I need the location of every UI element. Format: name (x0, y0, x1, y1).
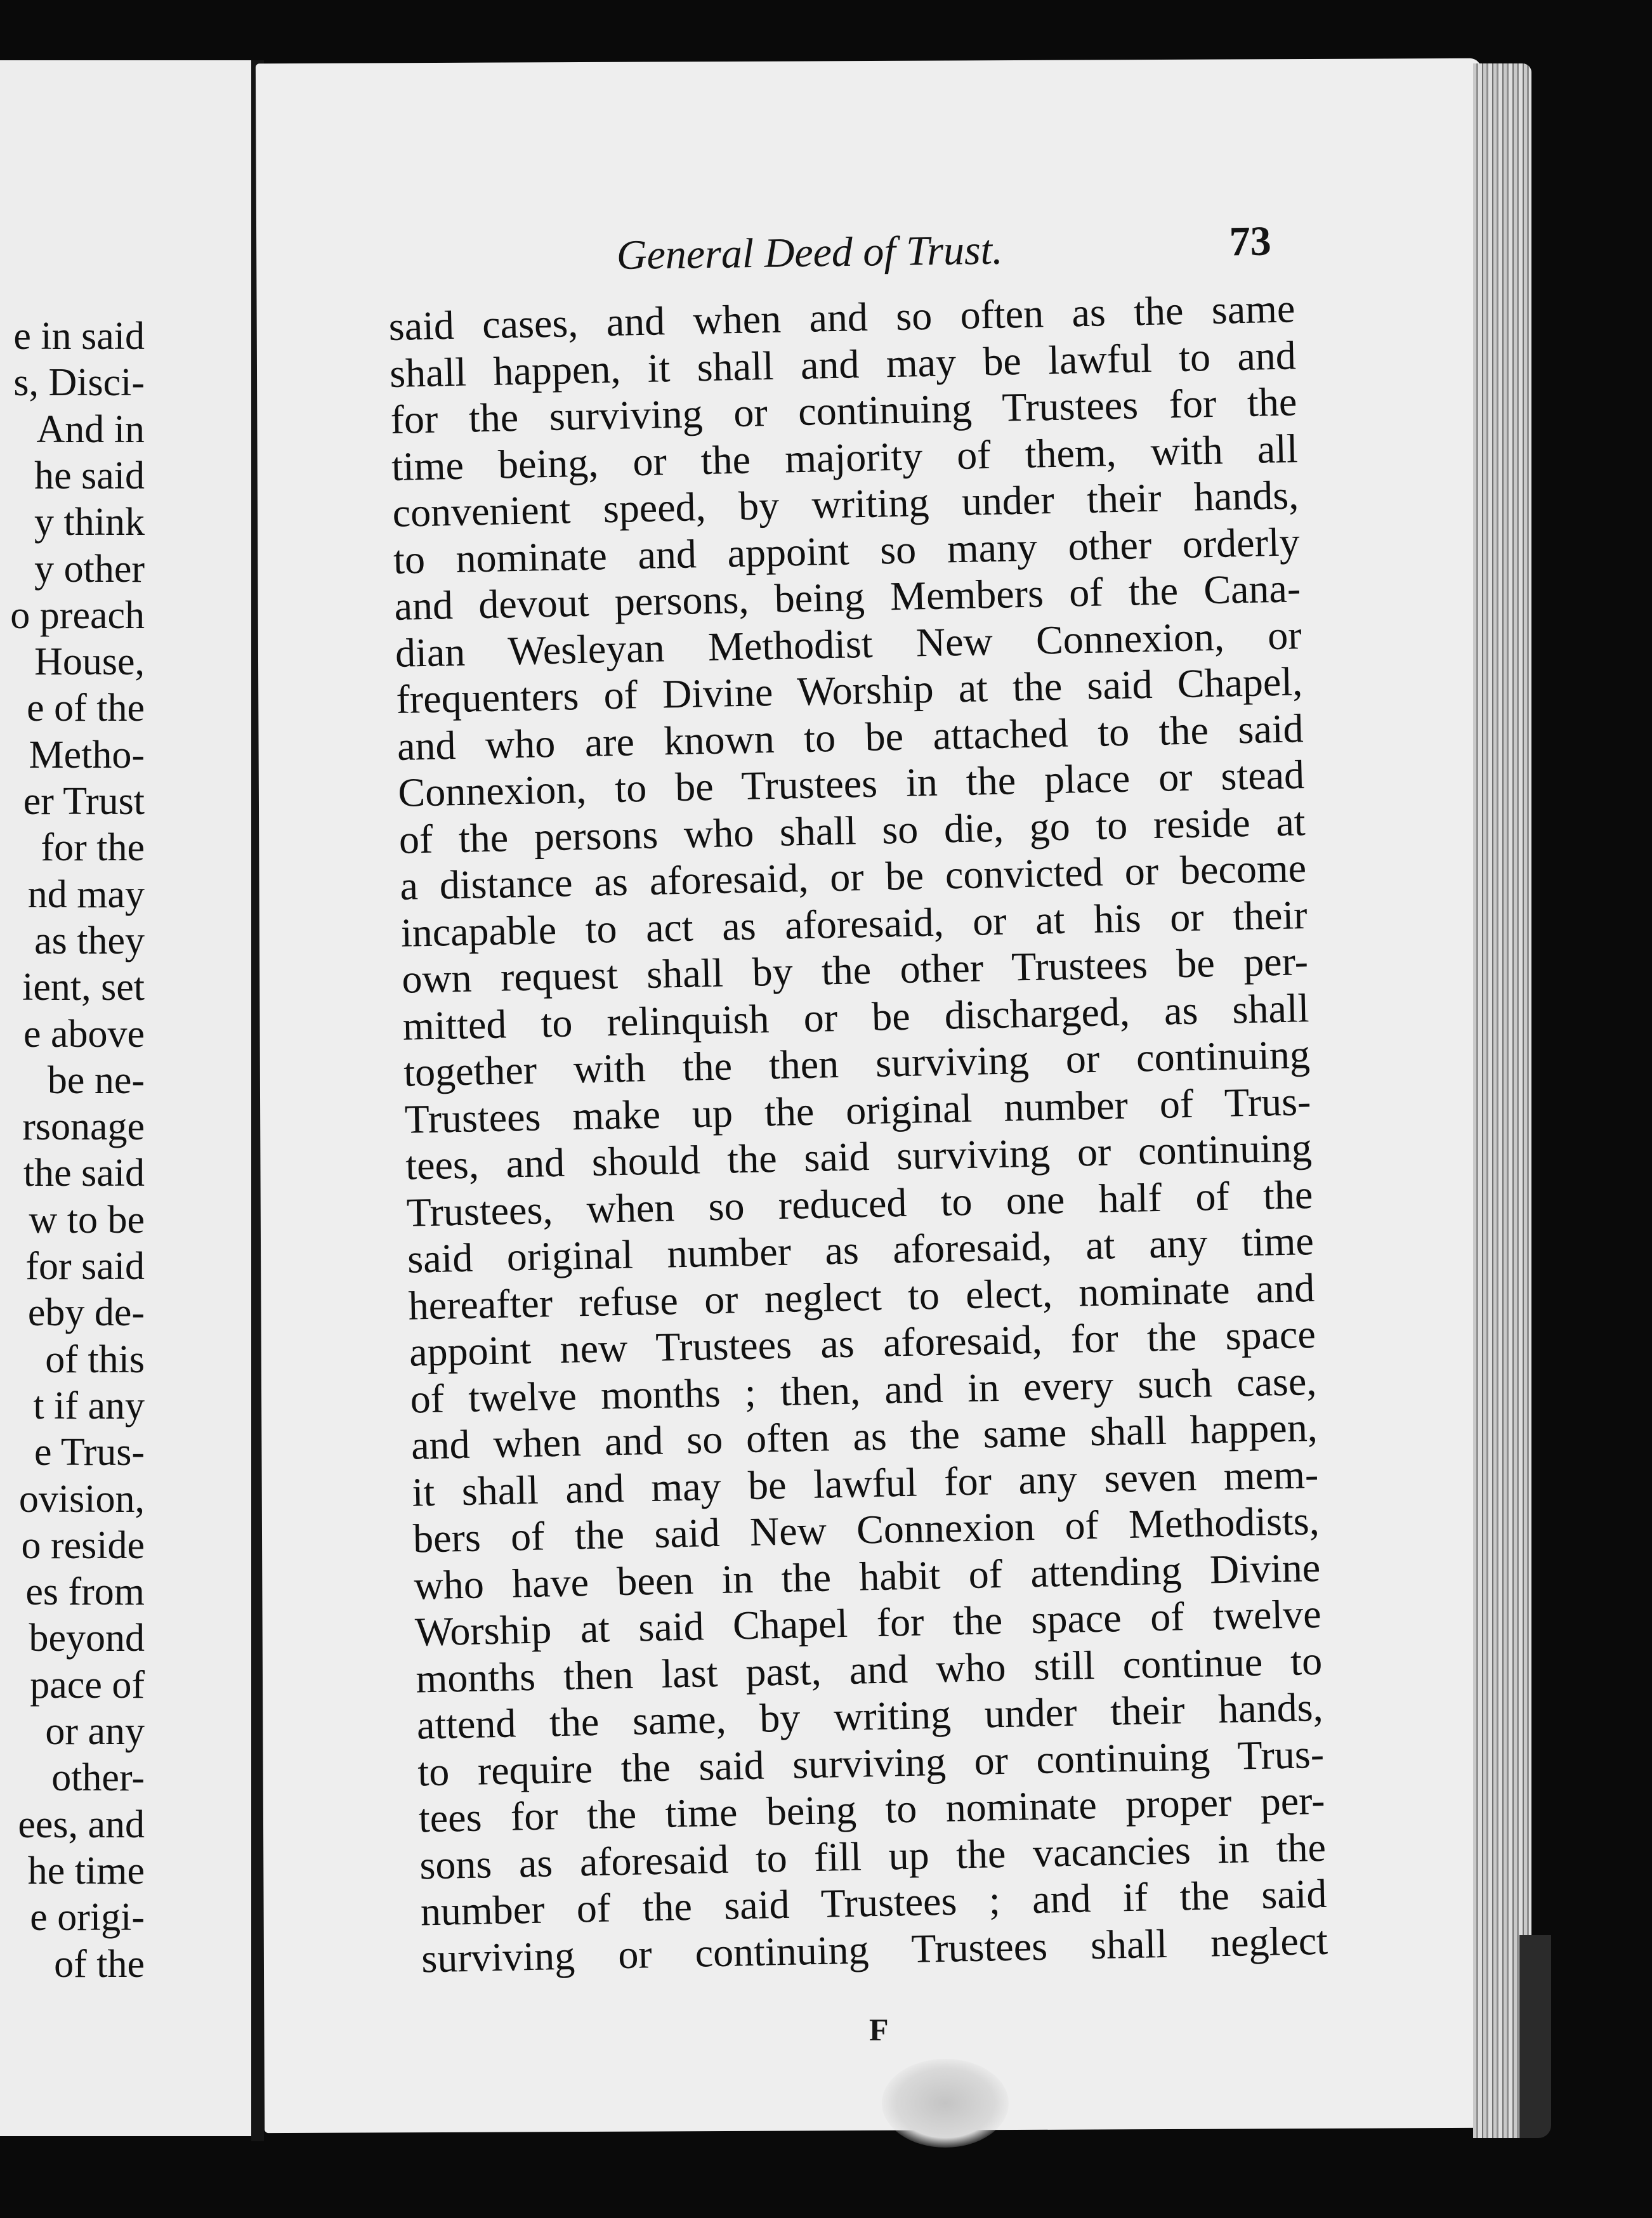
body-line: for the surviving or continuing Trustees for the (390, 379, 1297, 442)
left-page-line: for said (25, 1245, 145, 1288)
body-line: sons as aforesaid to fill up the vacancies in the (419, 1824, 1327, 1887)
body-line: dian Wesleyan Methodist New Connexion, or (395, 612, 1302, 676)
left-page-line: ovision, (18, 1477, 145, 1521)
left-page-line: ient, set (22, 966, 145, 1009)
body-line: tees, and should the said surviving or continuing (405, 1125, 1313, 1188)
left-page-line: w to be (29, 1198, 145, 1242)
left-page-line: o preach (10, 593, 145, 637)
body-line: shall happen, it shall and may be lawful to and (389, 332, 1297, 396)
left-page-line: pace of (30, 1663, 145, 1707)
left-page-line: for the (41, 826, 145, 870)
body-line: Connexion, to be Trustees in the place or stead (397, 752, 1305, 815)
body-line: and who are known to be attached to the said (397, 705, 1304, 769)
body-line: surviving or continuing Trustees shall neglect (421, 1917, 1328, 1981)
left-page-line: of this (45, 1337, 145, 1381)
body-line: Worship at said Chapel for the space of twelve (414, 1591, 1322, 1655)
body-line: said original number as aforesaid, at any time (407, 1218, 1314, 1282)
left-page-line: Metho- (29, 733, 145, 777)
body-line: number of the said Trustees ; and if the said (420, 1870, 1328, 1934)
left-page-line: nd may (27, 872, 145, 916)
left-page-line: other- (51, 1756, 145, 1800)
body-text (388, 285, 1329, 1981)
body-line: of twelve months ; then, and in every such case, (409, 1358, 1317, 1422)
left-page (0, 60, 261, 2136)
body-line: Trustees, when so reduced to one half of the (406, 1171, 1313, 1235)
left-page-line: rsonage (22, 1105, 145, 1149)
body-line: bers of the said New Connexion of Methodists, (412, 1497, 1320, 1561)
body-line: own request shall by the other Trustees be per- (401, 938, 1309, 1002)
body-line: and devout persons, being Members of the Cana- (393, 565, 1301, 629)
body-line: time being, or the majority of them, with all (391, 425, 1299, 489)
left-page-line: ees, and (18, 1802, 145, 1846)
body-line: Trustees make up the original number of Trus- (404, 1078, 1312, 1142)
left-page-line: es from (25, 1570, 145, 1614)
page-number: 73 (1229, 218, 1272, 265)
left-page-line: y other (34, 547, 145, 591)
body-line: convenient speed, by writing under their hands, (391, 472, 1299, 535)
left-page-line: be ne- (47, 1058, 145, 1102)
body-line: to nominate and appoint so many other orderly (393, 518, 1301, 582)
body-line: appoint new Trustees as aforesaid, for the space (409, 1311, 1316, 1375)
body-line: said cases, and when and so often as the same (388, 285, 1295, 349)
body-line: hereafter refuse or neglect to elect, nominate and (407, 1264, 1315, 1329)
left-page-line: he said (34, 454, 145, 497)
left-page-line: t if any (33, 1384, 145, 1427)
left-page-line: And in (36, 407, 145, 451)
body-line: mitted to relinquish or be discharged, as shall (402, 985, 1310, 1049)
left-page-line: e in said (13, 315, 145, 358)
left-page-line: of the (54, 1942, 145, 1986)
left-page-line: or any (45, 1710, 145, 1753)
body-line: incapable to act as aforesaid, or at his or their (400, 891, 1308, 955)
signature-mark: F (869, 2012, 889, 2047)
body-line: a distance as aforesaid, or be convicted or become (399, 845, 1307, 909)
body-line: tees for the time being to nominate proper per- (418, 1777, 1326, 1841)
left-page-line: the said (23, 1152, 145, 1195)
left-page-line: s, Disci- (13, 361, 145, 405)
page-header (616, 218, 1327, 289)
left-page-line: eby de- (27, 1291, 145, 1335)
left-page-line: House, (34, 640, 145, 684)
thumb-smudge (882, 2059, 1009, 2148)
body-line: to require the said surviving or continuing Trus- (417, 1731, 1325, 1795)
left-page-text (0, 60, 261, 2136)
edge-shadow (1519, 1935, 1551, 2138)
left-page-line: e above (23, 1012, 145, 1056)
body-line: of the persons who shall so die, go to reside at (398, 798, 1306, 862)
left-page-line: as they (34, 919, 145, 962)
body-line: it shall and may be lawful for any seven mem- (411, 1451, 1319, 1515)
left-page-line: er Trust (23, 780, 145, 823)
left-page-line: e of the (27, 686, 145, 730)
body-line: together with the then surviving or continuing (403, 1032, 1311, 1095)
body-line: who have been in the habit of attending Divine (413, 1544, 1321, 1608)
page-edges (1473, 63, 1531, 2138)
running-title: General Deed of Trust. (616, 226, 1003, 279)
body-line: months then last past, and who still continue to (415, 1637, 1323, 1702)
body-line: and when and so often as the same shall happen, (410, 1404, 1318, 1468)
left-page-line: he time (27, 1849, 145, 1893)
left-page-line: e Trus- (34, 1431, 145, 1474)
left-page-line: beyond (29, 1617, 145, 1660)
left-page-line: o reside (21, 1523, 145, 1567)
body-line: attend the same, by writing under their hands, (416, 1684, 1324, 1748)
left-page-line: y think (34, 501, 145, 544)
left-page-line: e origi- (30, 1896, 145, 1939)
body-line: frequenters of Divine Worship at the said Chapel, (395, 659, 1303, 722)
